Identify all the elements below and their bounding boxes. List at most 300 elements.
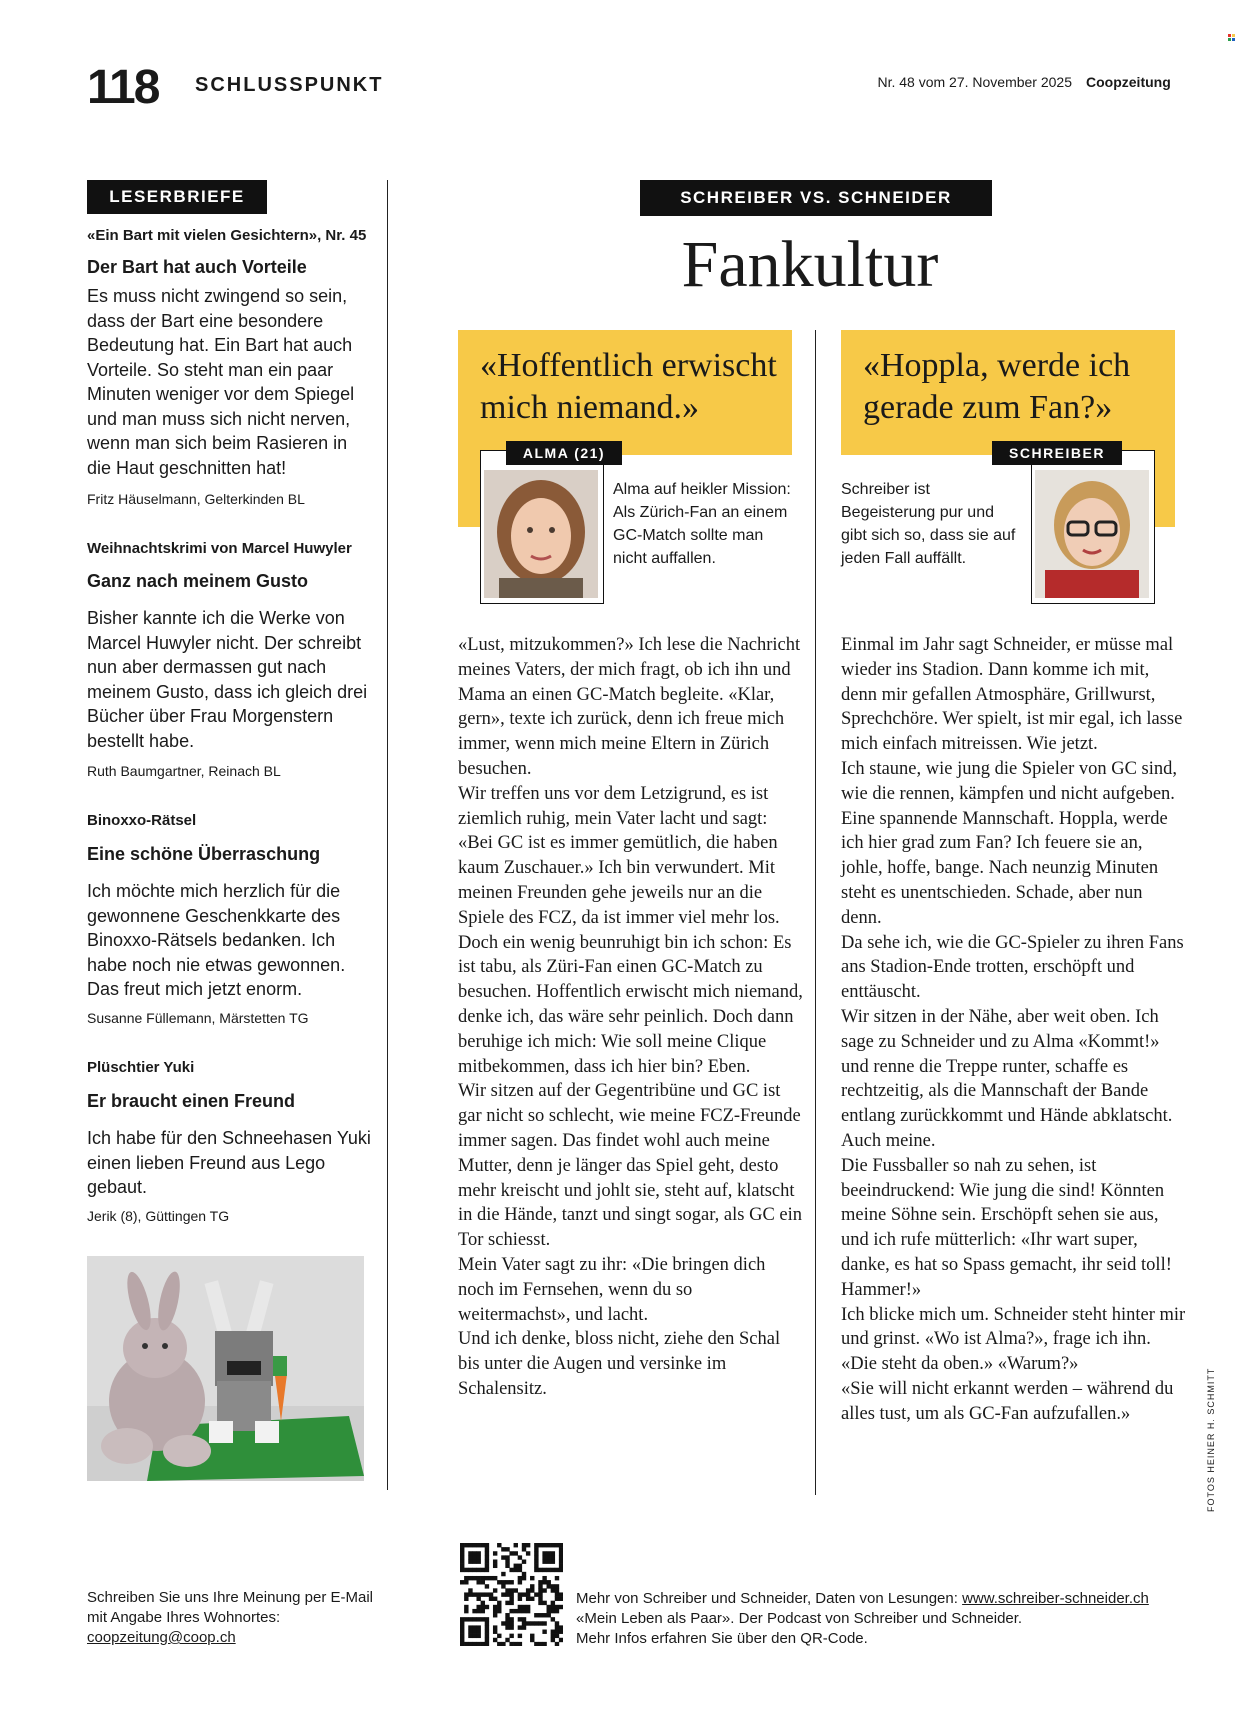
qr-module — [551, 1588, 555, 1592]
qr-module — [464, 1568, 468, 1572]
qr-module — [481, 1580, 485, 1584]
qr-module — [460, 1547, 464, 1551]
qr-module — [472, 1568, 476, 1572]
letter-ref: Weihnachtskrimi von Marcel Huwyler — [87, 540, 352, 557]
email-link[interactable]: coopzeitung@coop.ch — [87, 1629, 236, 1646]
qr-module — [534, 1551, 538, 1555]
qr-module — [460, 1555, 464, 1559]
qr-module — [493, 1625, 497, 1629]
qr-module — [468, 1634, 472, 1638]
qr-module — [464, 1642, 468, 1646]
qr-module — [530, 1588, 534, 1592]
qr-module — [555, 1543, 559, 1547]
qr-module — [468, 1568, 472, 1572]
qr-module — [518, 1642, 522, 1646]
qr-module — [534, 1621, 538, 1625]
qr-module — [493, 1609, 497, 1613]
qr-module — [514, 1551, 518, 1555]
letter-signature: Susanne Füllemann, Märstetten TG — [87, 1010, 309, 1026]
qr-module — [551, 1605, 555, 1609]
qr-module — [559, 1559, 563, 1563]
qr-module — [460, 1638, 464, 1642]
name-tag-alma: ALMA (21) — [506, 441, 622, 465]
qr-module — [542, 1555, 546, 1559]
qr-module — [476, 1543, 480, 1547]
qr-module — [485, 1551, 489, 1555]
qr-module — [538, 1568, 542, 1572]
quote-left: «Hoffentlich erwischt mich niemand.» — [480, 347, 777, 426]
qr-module — [493, 1576, 497, 1580]
name-tag-schreiber: SCHREIBER — [992, 441, 1122, 465]
qr-module — [522, 1547, 526, 1551]
magazine-name: Coopzeitung — [1086, 74, 1171, 90]
issue-info: Nr. 48 vom 27. November 2025 — [877, 74, 1072, 90]
qr-module — [464, 1605, 468, 1609]
qr-module — [522, 1617, 526, 1621]
qr-module — [514, 1609, 518, 1613]
qr-module — [493, 1605, 497, 1609]
qr-module — [476, 1551, 480, 1555]
qr-module — [551, 1609, 555, 1613]
qr-module — [485, 1547, 489, 1551]
qr-module — [485, 1625, 489, 1629]
qr-module — [493, 1551, 497, 1555]
qr-module — [530, 1634, 534, 1638]
qr-module — [530, 1597, 534, 1601]
qr-module — [493, 1613, 497, 1617]
letter-headline: Ganz nach meinem Gusto — [87, 571, 309, 591]
qr-module — [534, 1613, 538, 1617]
qr-module — [559, 1597, 563, 1601]
qr-module — [485, 1605, 489, 1609]
qr-module — [538, 1580, 542, 1584]
qr-module — [497, 1543, 501, 1547]
qr-module — [485, 1543, 489, 1547]
portrait-alma — [484, 470, 598, 598]
qr-module — [522, 1559, 526, 1563]
qr-module — [555, 1597, 559, 1601]
qr-module — [542, 1613, 546, 1617]
qr-module — [505, 1617, 509, 1621]
qr-module — [534, 1592, 538, 1596]
leserbriefe-label: LESERBRIEFE — [87, 180, 267, 214]
qr-module — [555, 1642, 559, 1646]
qr-module — [485, 1634, 489, 1638]
qr-module — [476, 1605, 480, 1609]
qr-module — [468, 1642, 472, 1646]
letter-headline: Er braucht einen Freund — [87, 1091, 296, 1111]
qr-module — [547, 1543, 551, 1547]
qr-module — [522, 1605, 526, 1609]
qr-module — [501, 1555, 505, 1559]
qr-module — [555, 1630, 559, 1634]
qr-module — [518, 1564, 522, 1568]
qr-module — [534, 1568, 538, 1572]
column-label: SCHREIBER VS. SCHNEIDER — [640, 180, 992, 216]
article-paragraph: Ich blicke mich um. Schneider steht hinter mir und grinst. «Wo ist Alma?», frage ich ihn. «Die steht da oben.» «Warum?» — [841, 1304, 1186, 1375]
letter-body: Ich möchte mich herzlich für die gewonnene Geschenkkarte des Binoxxo-Rätsels bedanken. Ich habe noch nie etwas gewonnen. Das freut mich jetzt enorm. — [87, 881, 346, 999]
qr-module — [460, 1634, 464, 1638]
qr-module — [551, 1601, 555, 1605]
qr-module — [485, 1584, 489, 1588]
quote-box-right-tail — [1153, 455, 1175, 527]
section-title: SCHLUSSPUNKT — [195, 74, 384, 96]
qr-module — [534, 1642, 538, 1646]
letter-ref: Binoxxo-Rätsel — [87, 812, 197, 829]
qr-module — [472, 1551, 476, 1555]
qr-module — [522, 1621, 526, 1625]
qr-module — [526, 1588, 530, 1592]
article-divider — [815, 330, 816, 1495]
qr-module — [534, 1564, 538, 1568]
qr-module — [559, 1625, 563, 1629]
qr-module — [460, 1621, 464, 1625]
qr-module — [497, 1609, 501, 1613]
qr-module — [555, 1568, 559, 1572]
qr-module — [485, 1576, 489, 1580]
qr-module — [542, 1580, 546, 1584]
qr-module — [551, 1555, 555, 1559]
qr-module — [472, 1543, 476, 1547]
letter-body: Es muss nicht zwingend so sein, dass der Bart eine besondere Bedeutung hat. Ein Bart hat auch Vorteile. So steht man ein paar Minuten weniger vor dem Spiegel und man muss sich nicht nerven, wenn man sich beim Rasieren in die Haut geschnitten hat! — [87, 286, 355, 478]
qr-module — [464, 1609, 468, 1613]
qr-module — [547, 1551, 551, 1555]
article-paragraph: Mein Vater sagt zu ihr: «Die bringen dich noch im Fernsehen, wenn du so weitermachst», und lacht. — [458, 1254, 766, 1325]
qr-module — [489, 1597, 493, 1601]
article-text-right — [841, 633, 1186, 1427]
leserbriefe-footer — [87, 1588, 377, 1648]
letter-ref: Plüschtier Yuki — [87, 1059, 195, 1076]
qr-module — [501, 1572, 505, 1576]
qr-module — [485, 1568, 489, 1572]
qr-module — [493, 1588, 497, 1592]
qr-module — [542, 1588, 546, 1592]
qr-module — [547, 1559, 551, 1563]
qr-module — [468, 1543, 472, 1547]
qr-module — [485, 1592, 489, 1596]
qr-module — [472, 1592, 476, 1596]
qr-module — [464, 1617, 468, 1621]
qr-module — [559, 1638, 563, 1642]
letter-headline: Der Bart hat auch Vorteile — [87, 257, 307, 277]
qr-module — [551, 1584, 555, 1588]
qr-module — [518, 1605, 522, 1609]
qr-module — [505, 1592, 509, 1596]
qr-module — [464, 1592, 468, 1596]
qr-module — [534, 1547, 538, 1551]
qr-module — [538, 1588, 542, 1592]
qr-module — [505, 1613, 509, 1617]
qr-module — [551, 1634, 555, 1638]
qr-module — [472, 1642, 476, 1646]
qr-module — [509, 1621, 513, 1625]
qr-module — [468, 1625, 472, 1629]
qr-module — [476, 1597, 480, 1601]
qr-module — [555, 1625, 559, 1629]
qr-module — [559, 1630, 563, 1634]
qr-module — [468, 1576, 472, 1580]
qr-module — [534, 1543, 538, 1547]
qr-module — [518, 1592, 522, 1596]
qr-module — [460, 1568, 464, 1572]
qr-module — [526, 1609, 530, 1613]
qr-module — [547, 1568, 551, 1572]
qr-module — [509, 1617, 513, 1621]
qr-module — [509, 1601, 513, 1605]
qr-module — [481, 1609, 485, 1613]
qr-module — [481, 1617, 485, 1621]
qr-module — [547, 1580, 551, 1584]
qr-module — [518, 1634, 522, 1638]
qr-module — [538, 1642, 542, 1646]
qr-module — [559, 1605, 563, 1609]
website-link[interactable]: www.schreiber-schneider.ch — [962, 1590, 1149, 1607]
qr-module — [472, 1630, 476, 1634]
qr-module — [505, 1638, 509, 1642]
qr-module — [509, 1592, 513, 1596]
qr-module — [542, 1642, 546, 1646]
qr-module — [518, 1555, 522, 1559]
qr-module — [542, 1568, 546, 1572]
qr-module — [514, 1564, 518, 1568]
qr-module — [559, 1551, 563, 1555]
qr-module — [526, 1621, 530, 1625]
qr-module — [505, 1555, 509, 1559]
qr-module — [551, 1568, 555, 1572]
qr-module — [468, 1559, 472, 1563]
qr-module — [518, 1609, 522, 1613]
qr-module — [509, 1625, 513, 1629]
qr-module — [547, 1609, 551, 1613]
qr-module — [559, 1568, 563, 1572]
qr-module — [518, 1617, 522, 1621]
qr-module — [538, 1601, 542, 1605]
qr-module — [472, 1555, 476, 1559]
article-paragraph: Ich staune, wie jung die Spieler von GC sind, wie die rennen, kämpfen und nicht aufgeben. Eine spannende Mannschaft. Hoppla, werde ich hier grad zum Fan? Ich feuere sie an, johle, hoffe, bange. Nach neunzig Minuten steht es unentschieden. Schade, aber nun denn. — [841, 758, 1178, 928]
qr-module — [559, 1564, 563, 1568]
qr-module — [555, 1621, 559, 1625]
qr-module — [460, 1642, 464, 1646]
qr-module — [526, 1597, 530, 1601]
qr-module — [472, 1625, 476, 1629]
photo-credit: FOTOS HEINER H. SCHMITT — [1206, 1367, 1216, 1512]
qr-module — [489, 1592, 493, 1596]
footer-text: Mehr Infos erfahren Sie über den QR-Code. — [576, 1630, 868, 1647]
qr-module — [551, 1630, 555, 1634]
qr-module — [493, 1630, 497, 1634]
letter-body: Bisher kannte ich die Werke von Marcel Huwyler nicht. Der schreibt nun aber dermassen gut nach meinem Gusto, dass ich gleich drei Bücher über Frau Morgenstern bestellt habe. — [87, 608, 368, 751]
qr-module — [468, 1592, 472, 1596]
qr-module — [501, 1580, 505, 1584]
qr-module — [472, 1617, 476, 1621]
qr-module — [551, 1617, 555, 1621]
qr-module — [509, 1634, 513, 1638]
article-paragraph: Wir sitzen in der Nähe, aber weit oben. Ich sage zu Schneider und zu Alma «Kommt!» und renne die Treppe runter, schaffe es rechtzeitig, als die Mannschaft der Bande entlang zurückkommt und Hände abklatscht. Auch meine. — [841, 1006, 1173, 1151]
qr-module — [460, 1617, 464, 1621]
qr-module — [468, 1588, 472, 1592]
qr-module — [460, 1564, 464, 1568]
footer-text: Mehr von Schreiber und Schneider, Daten von Lesungen: — [576, 1590, 963, 1607]
qr-module — [547, 1555, 551, 1559]
qr-module — [530, 1621, 534, 1625]
qr-module — [464, 1580, 468, 1584]
portrait-schreiber — [1035, 470, 1149, 598]
qr-module — [522, 1625, 526, 1629]
qr-module — [505, 1564, 509, 1568]
qr-module — [460, 1630, 464, 1634]
qr-module — [468, 1551, 472, 1555]
qr-module — [476, 1634, 480, 1638]
qr-module — [555, 1609, 559, 1613]
qr-module — [559, 1555, 563, 1559]
qr-module — [518, 1597, 522, 1601]
qr-module — [485, 1564, 489, 1568]
qr-module — [485, 1617, 489, 1621]
qr-module — [505, 1601, 509, 1605]
footer-line: Schreiben Sie uns Ihre Meinung per E-Mail — [87, 1589, 373, 1606]
qr-module — [493, 1559, 497, 1563]
letter-headline: Eine schöne Überraschung — [87, 844, 321, 864]
article-paragraph: «Lust, mitzukommen?» Ich lese die Nachricht meines Vaters, der mich fragt, ob ich ihn und Mama an einen GC-Match begleite. «Klar, gern», texte ich zurück, denn ich freue mich immer, wenn mich meine Eltern in Zürich besuchen. — [458, 635, 801, 779]
qr-module — [555, 1576, 559, 1580]
qr-module — [476, 1555, 480, 1559]
qr-module — [509, 1597, 513, 1601]
qr-module — [505, 1625, 509, 1629]
qr-module — [547, 1605, 551, 1609]
qr-module — [547, 1584, 551, 1588]
article-title: Fankultur — [681, 228, 939, 301]
qr-module — [555, 1605, 559, 1609]
qr-module — [497, 1642, 501, 1646]
caption-left: Alma auf heikler Mission: Als Zürich-Fan an einem GC-Match sollte man nicht auffallen. — [613, 481, 791, 567]
qr-module — [481, 1592, 485, 1596]
qr-module — [547, 1613, 551, 1617]
qr-module — [538, 1592, 542, 1596]
qr-module — [485, 1630, 489, 1634]
qr-module — [518, 1580, 522, 1584]
qr-module — [505, 1580, 509, 1584]
qr-module — [497, 1634, 501, 1638]
qr-module — [538, 1543, 542, 1547]
qr-module — [551, 1543, 555, 1547]
qr-module — [538, 1597, 542, 1601]
qr-module — [489, 1576, 493, 1580]
qr-code[interactable] — [460, 1543, 563, 1646]
qr-module — [493, 1597, 497, 1601]
qr-module — [551, 1551, 555, 1555]
qr-module — [472, 1559, 476, 1563]
qr-module — [530, 1638, 534, 1642]
qr-module — [542, 1601, 546, 1605]
qr-module — [497, 1601, 501, 1605]
article-paragraph: Da sehe ich, wie die GC-Spieler zu ihren Fans ans Stadion-Ende trotten, erschöpft und enttäuscht. — [841, 932, 1184, 1003]
article-paragraph: Einmal im Jahr sagt Schneider, er müsse mal wieder ins Stadion. Dann komme ich mit, denn mir gefallen Atmosphäre, Grillwurst, Sprechchöre. Wer spielt, ist mir egal, ich lasse mich einfach mitreissen. Wie jetzt. — [841, 635, 1183, 755]
qr-module — [534, 1555, 538, 1559]
qr-module — [460, 1543, 464, 1547]
qr-module — [559, 1592, 563, 1596]
qr-module — [555, 1634, 559, 1638]
letter-signature: Ruth Baumgartner, Reinach BL — [87, 763, 281, 779]
qr-module — [505, 1588, 509, 1592]
qr-module — [534, 1559, 538, 1563]
article-paragraph: Wir treffen uns vor dem Letzigrund, es ist ziemlich ruhig, mein Vater lacht und sagt: «Bei GC ist es immer gemütlich, die haben kaum Zuschauer.» Ich bin verwundert. Mit meinen Freunden gehe jeweils nur an die Spiele des FCZ, da ist immer viel mehr los. Doch ein wenig beunruhigt bin ich schon: Es ist tabu, als Züri-Fan einen GC-Match zu besuchen. Hoffentlich erwischt mich niemand, denke ich, das wäre sehr peinlich. Doch dann beruhige ich mich: Wie soll meine Clique mitbekommen, dass ich hier bin? Eben. — [458, 783, 803, 1077]
qr-module — [542, 1551, 546, 1555]
qr-module — [509, 1642, 513, 1646]
qr-module — [526, 1543, 530, 1547]
qr-module — [505, 1621, 509, 1625]
qr-module — [460, 1551, 464, 1555]
qr-module — [505, 1547, 509, 1551]
qr-module — [522, 1609, 526, 1613]
qr-module — [485, 1638, 489, 1642]
qr-module — [555, 1584, 559, 1588]
qr-module — [509, 1568, 513, 1572]
qr-module — [476, 1617, 480, 1621]
letter-signature: Jerik (8), Güttingen TG — [87, 1208, 230, 1224]
qr-module — [472, 1609, 476, 1613]
qr-module — [538, 1584, 542, 1588]
qr-module — [481, 1642, 485, 1646]
qr-module — [501, 1584, 505, 1588]
qr-module — [505, 1559, 509, 1563]
qr-module — [522, 1576, 526, 1580]
qr-module — [464, 1597, 468, 1601]
qr-module — [530, 1584, 534, 1588]
qr-module — [497, 1605, 501, 1609]
qr-module — [485, 1621, 489, 1625]
qr-module — [526, 1551, 530, 1555]
qr-module — [514, 1568, 518, 1572]
qr-module — [509, 1580, 513, 1584]
qr-module — [501, 1592, 505, 1596]
article-paragraph: Und ich denke, bloss nicht, ziehe den Schal bis unter die Augen und versinke im Schalensitz. — [458, 1329, 781, 1399]
qr-module — [476, 1630, 480, 1634]
qr-module — [530, 1576, 534, 1580]
qr-module — [485, 1642, 489, 1646]
qr-module — [481, 1568, 485, 1572]
article-paragraph: «Sie will nicht erkannt werden – während du alles tust, um als GC-Fan aufzufallen.» — [841, 1378, 1174, 1424]
qr-module — [476, 1559, 480, 1563]
qr-module — [501, 1621, 505, 1625]
column-footer — [576, 1589, 1176, 1649]
qr-module — [485, 1559, 489, 1563]
qr-module — [542, 1559, 546, 1563]
qr-module — [514, 1543, 518, 1547]
qr-module — [555, 1592, 559, 1596]
article-paragraph: Wir sitzen auf der Gegentribüne und GC ist gar nicht so schlecht, wie meine FCZ-Freunde immer sagen. Das findet wohl auch meine Mutter, denn je länger das Spiel geht, desto mehr kreischt und johlt sie, steht auf, klatscht in die Hände, tanzt und singt sogar, als GC ein Tor schiesst. — [458, 1081, 803, 1251]
qr-module — [522, 1543, 526, 1547]
article-paragraph: Die Fussballer so nah zu sehen, ist beeindruckend: Wie jung die sind! Könnten meine Söhne sein. Erschöpft sehen sie aus, und ich rufe mütterlich: «Ihr wart super, danke, es hat so Spass gemacht, ihr seid toll! Hammer!» — [841, 1155, 1172, 1300]
qr-module — [460, 1559, 464, 1563]
qr-module — [538, 1613, 542, 1617]
qr-module — [514, 1642, 518, 1646]
qr-module — [460, 1580, 464, 1584]
qr-module — [476, 1642, 480, 1646]
qr-module — [460, 1625, 464, 1629]
qr-module — [559, 1543, 563, 1547]
qr-module — [476, 1576, 480, 1580]
qr-module — [551, 1638, 555, 1642]
letter-body: Ich habe für den Schneehasen Yuki einen lieben Freund aus Lego gebaut. — [87, 1128, 371, 1197]
qr-module — [522, 1572, 526, 1576]
qr-module — [485, 1555, 489, 1559]
qr-module — [522, 1592, 526, 1596]
page-number: 118 — [87, 61, 159, 114]
qr-module — [518, 1625, 522, 1629]
quote-box-left-tail — [458, 455, 480, 527]
qr-module — [497, 1580, 501, 1584]
qr-module — [481, 1576, 485, 1580]
